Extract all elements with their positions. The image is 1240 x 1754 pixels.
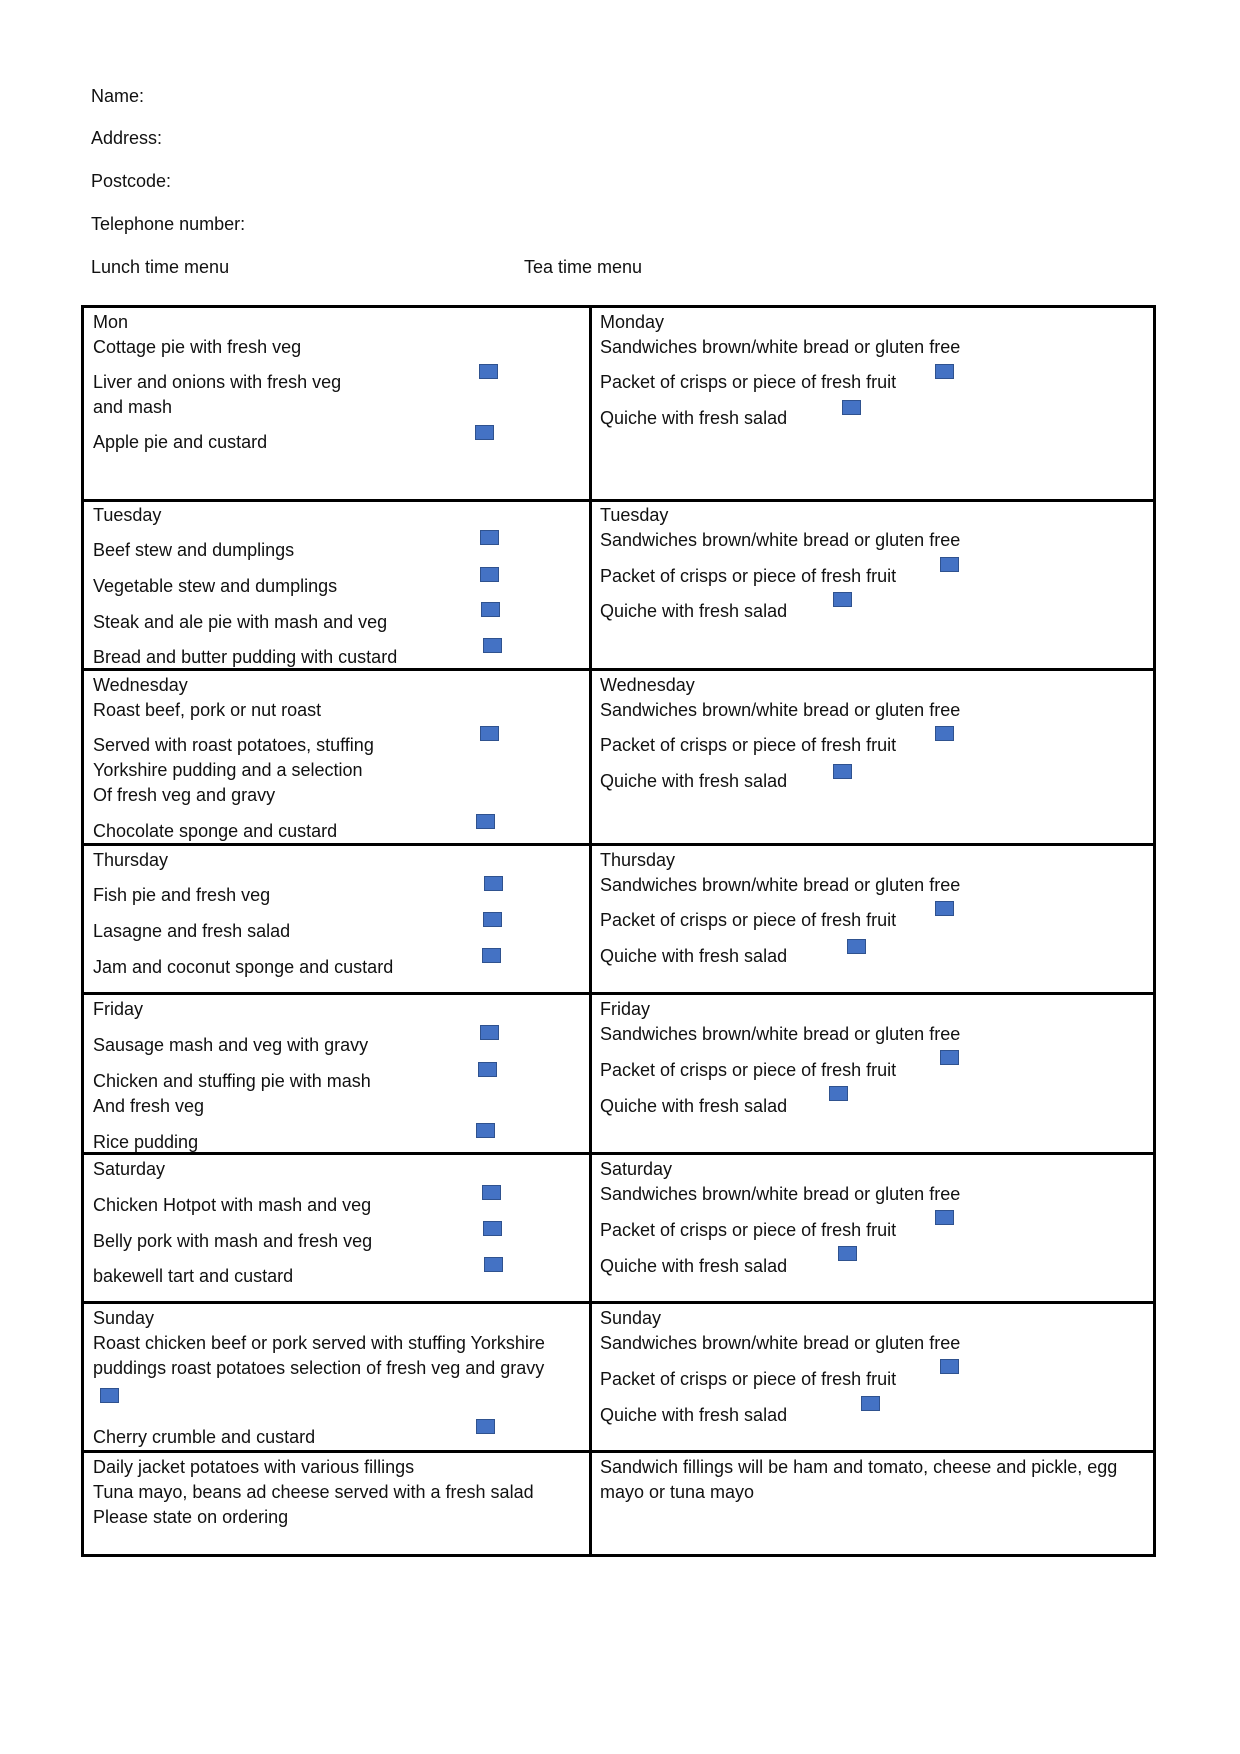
tea-day-sat: Saturday	[600, 1159, 673, 1179]
lunch-day-tue: Tuesday	[93, 505, 162, 525]
checkbox[interactable]	[100, 1388, 119, 1403]
tea-tue-crisps: Packet of crisps or piece of fresh fruit	[600, 566, 897, 586]
checkbox[interactable]	[935, 1210, 954, 1225]
tea-thu-sandwich: Sandwiches brown/white bread or gluten free	[600, 875, 961, 895]
lunch-daily-line-3: Please state on ordering	[93, 1507, 289, 1527]
checkbox[interactable]	[475, 425, 494, 440]
lunch-mon-item-1: Cottage pie with fresh veg	[93, 337, 302, 357]
lunch-wed-item-2-cont: Of fresh veg and gravy	[93, 785, 276, 805]
checkbox[interactable]	[480, 726, 499, 741]
tea-sun-sandwich: Sandwiches brown/white bread or gluten free	[600, 1333, 961, 1353]
lunch-day-mon: Mon	[93, 312, 129, 332]
checkbox[interactable]	[476, 1419, 495, 1434]
lunch-tue-item-1: Beef stew and dumplings	[93, 540, 295, 560]
tea-day-thu: Thursday	[600, 850, 676, 870]
checkbox[interactable]	[479, 364, 498, 379]
checkbox[interactable]	[940, 557, 959, 572]
checkbox[interactable]	[940, 1050, 959, 1065]
row-divider	[84, 1152, 1153, 1155]
checkbox[interactable]	[861, 1396, 880, 1411]
checkbox[interactable]	[935, 901, 954, 916]
lunch-sun-item-1-cont: puddings roast potatoes selection of fresh veg and gravy	[93, 1358, 545, 1378]
tea-fillings-line-1: Sandwich fillings will be ham and tomato, cheese and pickle, egg	[600, 1457, 1118, 1477]
tea-sat-sandwich: Sandwiches brown/white bread or gluten free	[600, 1184, 961, 1204]
tea-tue-quiche: Quiche with fresh salad	[600, 601, 788, 621]
checkbox[interactable]	[481, 602, 500, 617]
tea-fri-quiche: Quiche with fresh salad	[600, 1096, 788, 1116]
checkbox[interactable]	[484, 876, 503, 891]
tea-thu-crisps: Packet of crisps or piece of fresh fruit	[600, 910, 897, 930]
checkbox[interactable]	[482, 1185, 501, 1200]
tea-thu-quiche: Quiche with fresh salad	[600, 946, 788, 966]
tea-mon-quiche: Quiche with fresh salad	[600, 408, 788, 428]
lunch-wed-item-1: Roast beef, pork or nut roast	[93, 700, 322, 720]
checkbox[interactable]	[935, 364, 954, 379]
lunch-thu-item-1: Fish pie and fresh veg	[93, 885, 271, 905]
tea-mon-sandwich: Sandwiches brown/white bread or gluten free	[600, 337, 961, 357]
checkbox[interactable]	[480, 530, 499, 545]
checkbox[interactable]	[829, 1086, 848, 1101]
telephone-label: Telephone number:	[91, 214, 246, 234]
tea-fri-sandwich: Sandwiches brown/white bread or gluten free	[600, 1024, 961, 1044]
lunch-wed-item-3: Chocolate sponge and custard	[93, 821, 338, 841]
tea-sat-quiche: Quiche with fresh salad	[600, 1256, 788, 1276]
tea-day-tue: Tuesday	[600, 505, 669, 525]
checkbox[interactable]	[483, 638, 502, 653]
lunch-day-wed: Wednesday	[93, 675, 188, 695]
lunch-mon-item-2-cont: and mash	[93, 397, 173, 417]
checkbox[interactable]	[484, 1257, 503, 1272]
tea-fillings-line-2: mayo or tuna mayo	[600, 1482, 755, 1502]
lunch-day-thu: Thursday	[93, 850, 169, 870]
tea-sun-quiche: Quiche with fresh salad	[600, 1405, 788, 1425]
lunch-thu-item-3: Jam and coconut sponge and custard	[93, 957, 394, 977]
tea-day-sun: Sunday	[600, 1308, 662, 1328]
checkbox[interactable]	[480, 1025, 499, 1040]
tea-wed-sandwich: Sandwiches brown/white bread or gluten free	[600, 700, 961, 720]
lunch-day-fri: Friday	[93, 999, 144, 1019]
lunch-fri-item-2: Chicken and stuffing pie with mash	[93, 1071, 371, 1091]
lunch-tue-item-3: Steak and ale pie with mash and veg	[93, 612, 388, 632]
lunch-fri-item-3: Rice pudding	[93, 1132, 199, 1152]
tea-day-mon: Monday	[600, 312, 665, 332]
tea-fri-crisps: Packet of crisps or piece of fresh fruit	[600, 1060, 897, 1080]
checkbox[interactable]	[842, 400, 861, 415]
lunch-tue-item-2: Vegetable stew and dumplings	[93, 576, 338, 596]
checkbox[interactable]	[833, 764, 852, 779]
tea-wed-crisps: Packet of crisps or piece of fresh fruit	[600, 735, 897, 755]
lunch-daily-line-1: Daily jacket potatoes with various fillings	[93, 1457, 415, 1477]
lunch-thu-item-2: Lasagne and fresh salad	[93, 921, 291, 941]
lunch-menu-heading: Lunch time menu	[91, 257, 230, 277]
checkbox[interactable]	[833, 592, 852, 607]
lunch-sat-item-1: Chicken Hotpot with mash and veg	[93, 1195, 372, 1215]
lunch-mon-item-3: Apple pie and custard	[93, 432, 268, 452]
lunch-daily-line-2: Tuna mayo, beans ad cheese served with a fresh salad	[93, 1482, 534, 1502]
checkbox[interactable]	[483, 912, 502, 927]
lunch-fri-item-1: Sausage mash and veg with gravy	[93, 1035, 369, 1055]
checkbox[interactable]	[476, 1123, 495, 1138]
lunch-sun-item-2: Cherry crumble and custard	[93, 1427, 316, 1447]
lunch-mon-item-2: Liver and onions with fresh veg	[93, 372, 342, 392]
address-label: Address:	[91, 128, 163, 148]
menu-table	[81, 305, 1156, 1557]
checkbox[interactable]	[482, 948, 501, 963]
row-divider	[84, 499, 1153, 502]
tea-mon-crisps: Packet of crisps or piece of fresh fruit	[600, 372, 897, 392]
lunch-wed-item-2: Served with roast potatoes, stuffing	[93, 735, 374, 755]
tea-tue-sandwich: Sandwiches brown/white bread or gluten free	[600, 530, 961, 550]
lunch-tue-item-4: Bread and butter pudding with custard	[93, 647, 398, 667]
checkbox[interactable]	[476, 814, 495, 829]
lunch-day-sun: Sunday	[93, 1308, 155, 1328]
checkbox[interactable]	[935, 726, 954, 741]
column-divider	[589, 308, 592, 1554]
tea-day-wed: Wednesday	[600, 675, 695, 695]
checkbox[interactable]	[483, 1221, 502, 1236]
postcode-label: Postcode:	[91, 171, 172, 191]
tea-sat-crisps: Packet of crisps or piece of fresh fruit	[600, 1220, 897, 1240]
checkbox[interactable]	[480, 567, 499, 582]
tea-wed-quiche: Quiche with fresh salad	[600, 771, 788, 791]
lunch-day-sat: Saturday	[93, 1159, 166, 1179]
tea-day-fri: Friday	[600, 999, 651, 1019]
checkbox[interactable]	[847, 939, 866, 954]
checkbox[interactable]	[478, 1062, 497, 1077]
name-label: Name:	[91, 86, 145, 106]
lunch-sun-item-1: Roast chicken beef or pork served with stuffing Yorkshire	[93, 1333, 545, 1353]
tea-menu-heading: Tea time menu	[524, 257, 643, 277]
row-divider	[84, 1301, 1153, 1304]
lunch-sat-item-2: Belly pork with mash and fresh veg	[93, 1231, 373, 1251]
checkbox[interactable]	[838, 1246, 857, 1261]
lunch-sat-item-3: bakewell tart and custard	[93, 1266, 294, 1286]
row-divider	[84, 992, 1153, 995]
lunch-fri-item-2-cont: And fresh veg	[93, 1096, 205, 1116]
checkbox[interactable]	[940, 1359, 959, 1374]
tea-sun-crisps: Packet of crisps or piece of fresh fruit	[600, 1369, 897, 1389]
lunch-wed-item-2-cont: Yorkshire pudding and a selection	[93, 760, 363, 780]
row-divider	[84, 1450, 1153, 1453]
